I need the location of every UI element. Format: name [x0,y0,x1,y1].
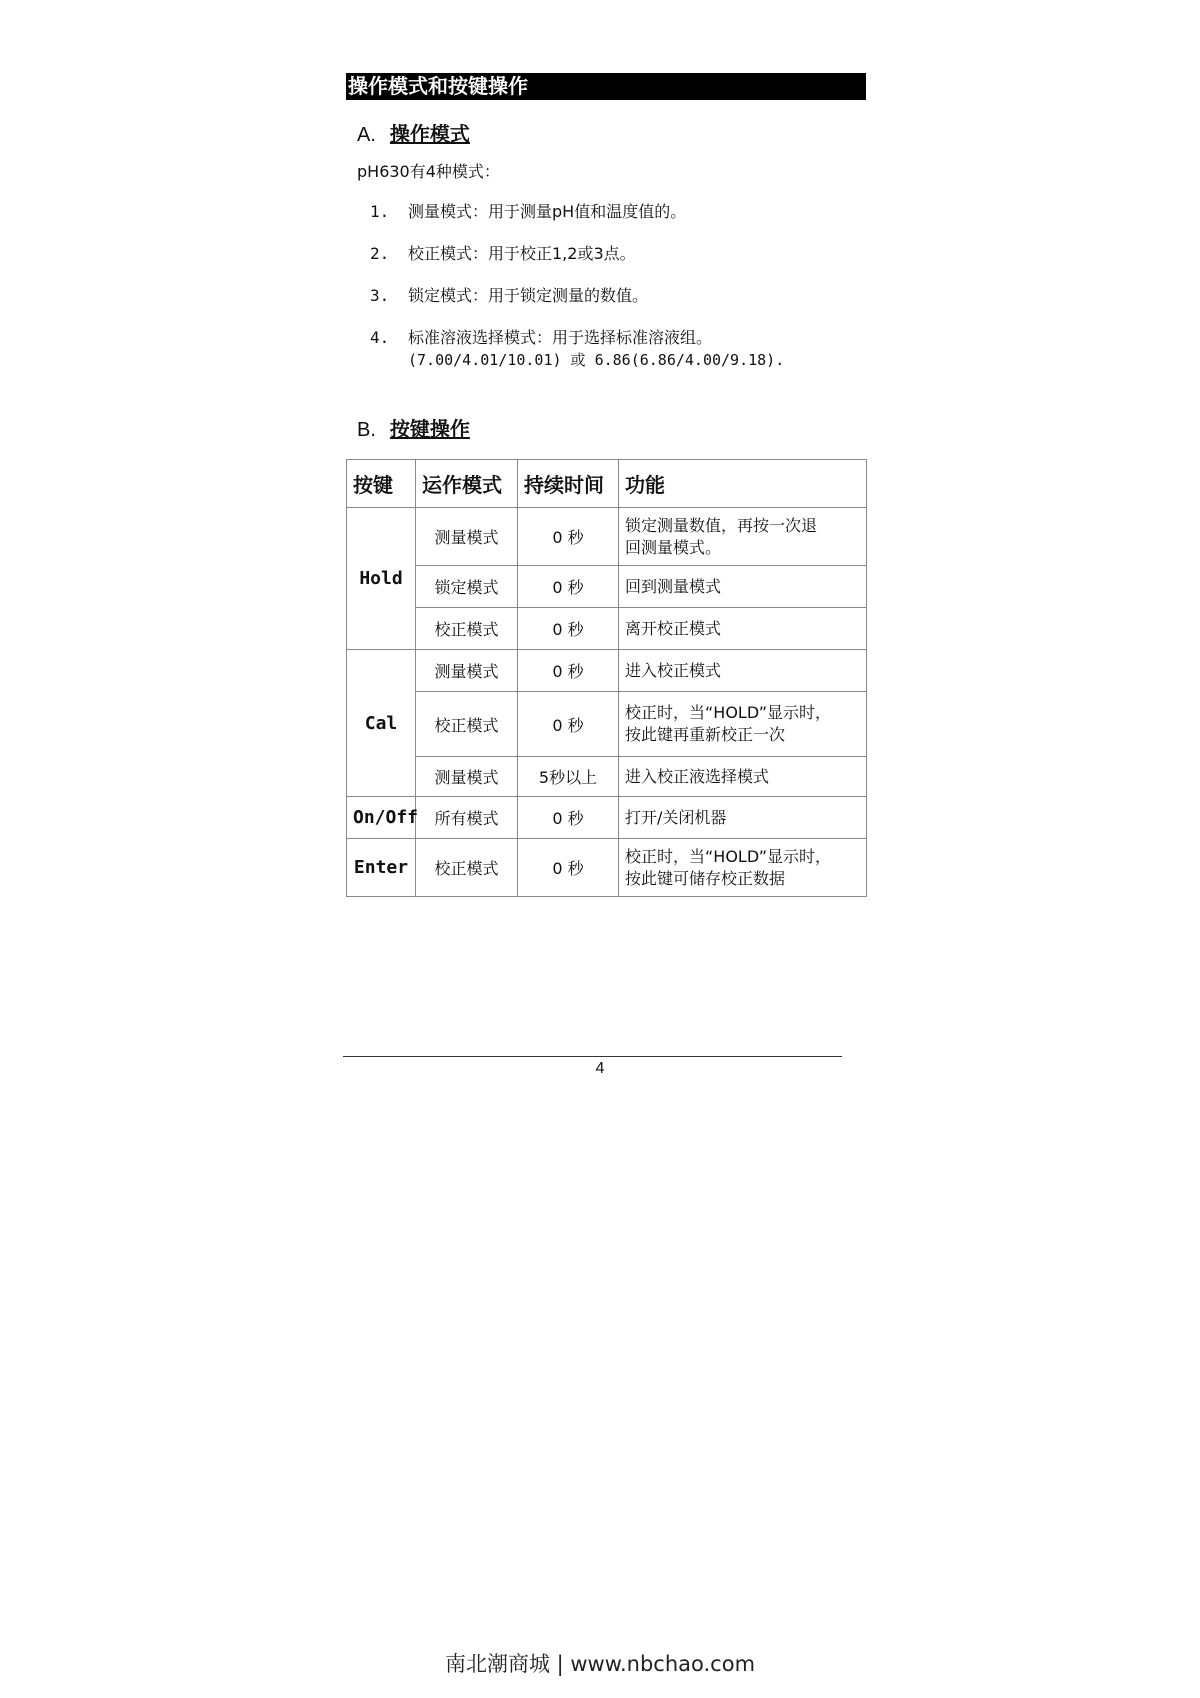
row-duration: 0 秒 [518,797,619,839]
row-mode: 测量模式 [416,508,518,566]
function-line: 按此键再重新校正一次 [625,725,786,744]
mode-item-text: 校正模式：用于校正1,2或3点。 [408,244,636,263]
table-row [347,566,867,608]
row-function [619,608,867,650]
row-duration: 0 秒 [518,650,619,692]
table-row [347,508,867,566]
mode-item-text: 锁定模式：用于锁定测量的数值。 [408,286,649,305]
mode-item-text: 标准溶液选择模式：用于选择标准溶液组。 [408,328,713,347]
function-line: 按此键可储存校正数据 [625,868,786,888]
section-a-heading [357,121,470,148]
section-a-title: 操作模式 [389,122,470,146]
mode-list [370,201,784,391]
row-duration: 0 秒 [518,566,619,608]
footer-divider [343,1056,842,1057]
section-b-letter: B. [357,419,376,441]
table-row [347,797,867,839]
row-mode: 锁定模式 [416,566,518,608]
table-header-row [347,460,867,508]
row-mode: 校正模式 [416,692,518,757]
row-mode: 校正模式 [416,608,518,650]
function-line: 校正时，当“HOLD”显示时， [625,703,832,722]
mode-item-number: 2. [370,244,390,263]
row-function [619,508,867,566]
mode-item-number: 4. [370,328,390,347]
column-header-function: 功能 [619,460,867,508]
function-line: 离开校正模式 [625,618,722,638]
mode-item [370,201,784,223]
key-hold: Hold [347,508,416,650]
mode-item [370,327,784,371]
table-row [347,608,867,650]
row-duration: 5秒以上 [518,757,619,797]
section-a-letter: A. [357,124,376,146]
row-mode: 测量模式 [416,757,518,797]
row-function [619,566,867,608]
modes-intro: pH630有4种模式： [357,162,500,181]
row-function [619,757,867,797]
row-mode: 测量模式 [416,650,518,692]
section-b-heading [357,416,470,443]
key-enter: Enter [347,839,416,897]
row-duration: 0 秒 [518,839,619,897]
row-mode: 所有模式 [416,797,518,839]
function-line: 锁定测量数值，再按一次退 [625,515,818,535]
mode-item [370,285,784,307]
function-line: 回测量模式。 [625,537,722,557]
column-header-mode: 运作模式 [416,460,518,508]
key-operation-table [346,459,867,897]
mode-item-number: 1. [370,202,390,221]
column-header-key: 按键 [347,460,416,508]
function-line: 打开/关闭机器 [625,807,727,827]
table-row [347,839,867,897]
row-function [619,797,867,839]
column-header-duration: 持续时间 [518,460,619,508]
mode-item [370,243,784,265]
row-mode: 校正模式 [416,839,518,897]
function-line: 进入校正模式 [625,660,722,680]
row-duration: 0 秒 [518,608,619,650]
function-line: 进入校正液选择模式 [625,766,770,786]
row-function [619,839,867,897]
mode-item-number: 3. [370,286,390,305]
table-row [347,650,867,692]
key-cal: Cal [347,650,416,797]
table-row [347,692,867,757]
row-function [619,692,867,757]
page-title: 操作模式和按键操作 [346,73,866,100]
key-on-off: On/Off [347,797,416,839]
watermark-text: 南北潮商城 | www.nbchao.com [444,1652,756,1676]
row-function [619,650,867,692]
page-number: 4 [595,1060,605,1077]
section-b-title: 按键操作 [389,417,470,441]
function-line: 校正时，当“HOLD”显示时， [625,846,832,866]
function-line: 回到测量模式 [625,576,722,596]
row-duration: 0 秒 [518,692,619,757]
table-row [347,757,867,797]
row-duration: 0 秒 [518,508,619,566]
mode-item-buffer-sets: (7.00/4.01/10.01) 或 6.86(6.86/4.00/9.18). [408,351,785,369]
mode-item-text: 测量模式：用于测量pH值和温度值的。 [408,202,687,221]
